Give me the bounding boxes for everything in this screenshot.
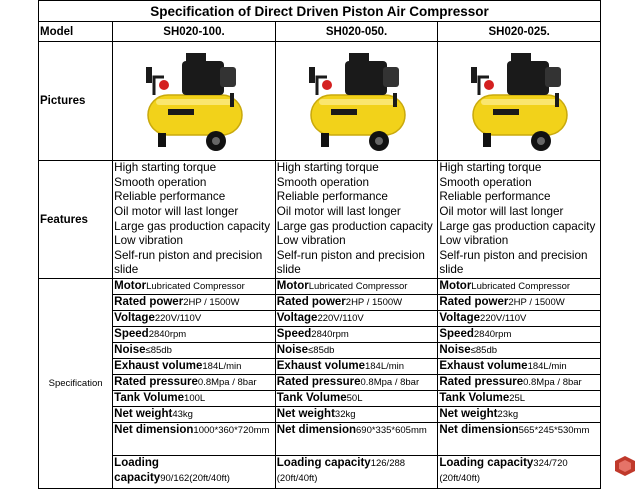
feature-item: High starting torque <box>114 161 217 175</box>
spec-value: 43kg <box>172 409 193 420</box>
feature-item: High starting torque <box>276 161 379 175</box>
features-list-3 <box>438 161 601 279</box>
spec-value: 184L/min <box>527 361 567 372</box>
spec-cell-net-dimension <box>275 423 438 456</box>
table-row <box>39 375 601 391</box>
features-list-1 <box>113 161 276 279</box>
spec-value: 90/162(20ft/40ft) <box>160 473 230 484</box>
compressor-image-2 <box>277 43 437 159</box>
air-compressor-icon <box>459 47 579 155</box>
spec-cell-noise <box>438 343 601 359</box>
feature-item: Large gas production capacity <box>439 219 596 233</box>
picture-cell-1 <box>113 42 276 161</box>
spec-key: Loading capacity <box>439 457 534 469</box>
spec-cell-exhaust-volume <box>438 359 601 375</box>
spec-key: Exhaust volume <box>439 360 528 372</box>
compressor-image-3 <box>439 43 599 159</box>
spec-cell-voltage <box>438 311 601 327</box>
spec-value: 23kg <box>497 409 519 420</box>
spec-key: Speed <box>276 328 312 340</box>
spec-key: Rated pressure <box>114 376 198 388</box>
spec-value: 184L/min <box>364 361 405 372</box>
spec-key: Net weight <box>276 408 335 420</box>
spec-value: Lubricated Compressor <box>308 281 408 292</box>
spec-value: 100L <box>184 393 206 404</box>
feature-item: Large gas production capacity <box>114 219 271 233</box>
spec-key: Motor <box>439 280 472 292</box>
spec-key: Tank Volume <box>114 392 185 404</box>
spec-key: Voltage <box>439 312 481 324</box>
spec-cell-speed <box>275 327 438 343</box>
spec-key: Tank Volume <box>439 392 510 404</box>
spec-cell-tank-volume <box>438 391 601 407</box>
feature-item: Reliable performance <box>114 190 226 204</box>
spec-cell-rated-power <box>438 295 601 311</box>
table-row <box>39 343 601 359</box>
spec-key: Rated power <box>439 296 509 308</box>
spec-cell-rated-pressure <box>113 375 276 391</box>
spec-key: Rated pressure <box>439 376 524 388</box>
table-row <box>39 295 601 311</box>
spec-cell-speed <box>438 327 601 343</box>
spec-value: 2HP / 1500W <box>345 297 403 308</box>
spec-cell-voltage <box>275 311 438 327</box>
spec-key: Speed <box>114 328 149 340</box>
table-row <box>39 423 601 456</box>
air-compressor-icon <box>297 47 417 155</box>
spec-cell-noise <box>113 343 276 359</box>
spec-value: 0.8Mpa / 8bar <box>360 377 420 388</box>
spec-cell-net-dimension <box>438 423 601 456</box>
spec-value: Lubricated Compressor <box>146 281 245 292</box>
feature-item: Low vibration <box>114 234 184 248</box>
model-name-2: SH020-050. <box>275 22 438 42</box>
spec-value: 25L <box>509 393 526 404</box>
spec-key: Loading capacity <box>114 457 161 484</box>
model-name-3: SH020-025. <box>438 22 601 42</box>
table-row <box>39 359 601 375</box>
spec-value: 0.8Mpa / 8bar <box>523 377 582 388</box>
spec-key: Noise <box>114 344 146 356</box>
spec-key: Noise <box>276 344 309 356</box>
spec-key: Net weight <box>439 408 498 420</box>
spec-value: ≤85db <box>145 345 172 356</box>
spec-key: Loading capacity <box>276 457 371 469</box>
spec-key: Net dimension <box>439 424 519 436</box>
feature-item: Self-run piston and precision slide <box>439 248 588 277</box>
picture-cell-3 <box>438 42 601 161</box>
feature-item: Oil motor will last longer <box>276 204 401 218</box>
spec-key: Net dimension <box>276 424 356 436</box>
spec-value: 2840rpm <box>148 329 187 340</box>
table-row <box>39 407 601 423</box>
spec-cell-exhaust-volume <box>275 359 438 375</box>
feature-item: Low vibration <box>439 234 509 248</box>
spec-value: 0.8Mpa / 8bar <box>197 377 257 388</box>
spec-value: ≤85db <box>308 345 335 356</box>
spec-cell-rated-pressure <box>275 375 438 391</box>
spec-value: 565*245*530mm <box>518 425 590 436</box>
feature-item: High starting torque <box>439 161 542 175</box>
spec-cell-loading-capacity <box>275 456 438 489</box>
spec-key: Noise <box>439 344 471 356</box>
spec-value: 32kg <box>334 409 356 420</box>
feature-item: Smooth operation <box>276 175 370 189</box>
spec-cell-loading-capacity <box>438 456 601 489</box>
spec-value: 2HP / 1500W <box>508 297 565 308</box>
feature-item: Large gas production capacity <box>276 219 433 233</box>
spec-key: Motor <box>114 280 147 292</box>
table-row <box>39 456 601 489</box>
spec-value: 220V/110V <box>317 313 364 324</box>
spec-key: Voltage <box>276 312 318 324</box>
spec-table <box>38 0 601 489</box>
spec-value: 184L/min <box>202 361 242 372</box>
model-label: Model <box>39 22 113 42</box>
spec-key: Net weight <box>114 408 173 420</box>
feature-item: Smooth operation <box>114 175 207 189</box>
spec-cell-rated-pressure <box>438 375 601 391</box>
spec-value: 1000*360*720mm <box>193 425 270 436</box>
spec-value: 2840rpm <box>473 329 512 340</box>
table-row <box>39 327 601 343</box>
spec-value: 50L <box>346 393 363 404</box>
spec-cell-motor <box>113 279 276 295</box>
spec-cell-rated-power <box>275 295 438 311</box>
table-row <box>39 391 601 407</box>
feature-item: Reliable performance <box>276 190 388 204</box>
spec-value: 690*335*605mm <box>356 425 427 436</box>
spec-cell-net-dimension <box>113 423 276 456</box>
spec-key: Rated power <box>114 296 184 308</box>
spec-value: Lubricated Compressor <box>471 281 571 292</box>
specification-rows <box>39 279 601 489</box>
spec-cell-motor <box>275 279 438 295</box>
spec-key: Motor <box>276 280 309 292</box>
spec-key: Exhaust volume <box>114 360 203 372</box>
spec-key: Exhaust volume <box>276 360 365 372</box>
spec-cell-speed <box>113 327 276 343</box>
spec-key: Rated pressure <box>276 376 361 388</box>
picture-cell-2 <box>275 42 438 161</box>
spec-value: ≤85db <box>470 345 498 356</box>
feature-item: Self-run piston and precision slide <box>276 248 425 277</box>
pictures-label: Pictures <box>39 42 113 161</box>
feature-item: Self-run piston and precision slide <box>114 248 263 277</box>
watermark-logo-icon <box>614 455 636 477</box>
feature-item: Reliable performance <box>439 190 551 204</box>
compressor-image-1 <box>114 43 274 159</box>
feature-item: Oil motor will last longer <box>114 204 239 218</box>
features-list-2 <box>275 161 438 279</box>
spec-cell-tank-volume <box>113 391 276 407</box>
spec-key: Rated power <box>276 296 346 308</box>
features-label: Features <box>39 161 113 279</box>
feature-item: Smooth operation <box>439 175 532 189</box>
spec-value: 220V/110V <box>480 313 527 324</box>
spec-cell-exhaust-volume <box>113 359 276 375</box>
feature-item: Oil motor will last longer <box>439 204 564 218</box>
table-row <box>39 311 601 327</box>
model-name-1: SH020-100. <box>113 22 276 42</box>
feature-item: Low vibration <box>276 234 346 248</box>
spec-key: Voltage <box>114 312 155 324</box>
spec-value: 324/720 (20ft/40ft) <box>439 458 568 484</box>
spec-value: 2HP / 1500W <box>183 297 240 308</box>
spec-key: Speed <box>439 328 474 340</box>
spec-cell-tank-volume <box>275 391 438 407</box>
spec-cell-net-weight <box>275 407 438 423</box>
table-row <box>39 279 601 295</box>
spec-key: Tank Volume <box>276 392 347 404</box>
air-compressor-icon <box>134 47 254 155</box>
spec-cell-motor <box>438 279 601 295</box>
spec-value: 2840rpm <box>311 329 349 340</box>
spec-cell-net-weight <box>113 407 276 423</box>
spec-value: 126/288 (20ft/40ft) <box>276 458 406 484</box>
table-title: Specification of Direct Driven Piston Air Compressor <box>39 1 601 22</box>
spec-cell-net-weight <box>438 407 601 423</box>
spec-cell-rated-power <box>113 295 276 311</box>
spec-cell-voltage <box>113 311 276 327</box>
spec-cell-loading-capacity <box>113 456 276 489</box>
spec-cell-noise <box>275 343 438 359</box>
spec-value: 220V/110V <box>154 313 202 324</box>
specification-label: Specification <box>39 279 113 489</box>
spec-key: Net dimension <box>114 424 194 436</box>
